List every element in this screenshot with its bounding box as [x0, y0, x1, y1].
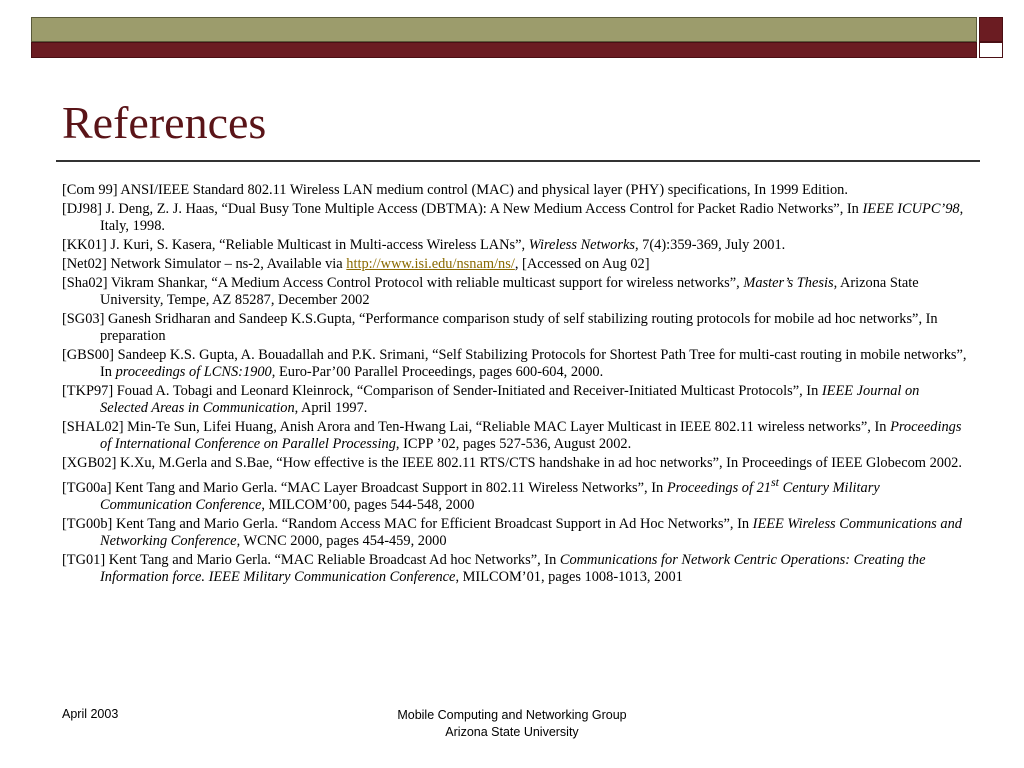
- reference-text: [KK01] J. Kuri, S. Kasera, “Reliable Multicast in Multi-access Wireless LANs”,: [62, 237, 529, 253]
- reference-text: , [Accessed on Aug 02]: [514, 256, 650, 272]
- footer-date: April 2003: [62, 707, 119, 721]
- reference-text: , Italy, 1998.: [100, 201, 964, 234]
- ordinal-suffix: st: [771, 475, 780, 489]
- reference-item: [62, 347, 968, 381]
- reference-text: , 7(4):359-369, July 2001.: [634, 237, 786, 253]
- reference-text: [SHAL02] Min-Te Sun, Lifei Huang, Anish Arora and Ten-Hwang Lai, “Reliable MAC Layer Multicast in IEEE 802.11 wireless networks”, In: [62, 419, 891, 435]
- corner-decor-square: [979, 17, 1003, 42]
- reference-text: , ICPP ’02, pages 527-536, August 2002.: [395, 436, 632, 452]
- slide-title: References: [62, 97, 267, 148]
- reference-venue: Proceedings of International Conference on Parallel Processing: [100, 419, 962, 452]
- reference-text: [TG00b] Kent Tang and Mario Gerla. “Random Access MAC for Efficient Broadcast Support in Ad Hoc Networks”, In: [62, 515, 753, 532]
- footer-org-line: Mobile Computing and Networking Group: [397, 708, 627, 722]
- reference-item: [62, 182, 968, 199]
- reference-venue: IEEE Journal on Selected Areas in Communication: [100, 383, 920, 416]
- footer-organization: [362, 707, 662, 741]
- reference-text: , Euro-Par’00 Parallel Proceedings, pages 600-604, 2000.: [271, 364, 604, 380]
- reference-venue-part: Century Military Communication Conference: [100, 479, 880, 513]
- reference-text: , WCNC 2000, pages 454-459, 2000: [236, 532, 447, 549]
- reference-venue: IEEE ICUPC’98: [862, 201, 960, 217]
- header-decor-band: [31, 42, 977, 58]
- footer-org-line: Arizona State University: [445, 725, 579, 739]
- reference-venue: IEEE Wireless Communications and Networking Conference: [100, 515, 962, 549]
- reference-text: , Arizona State University, Tempe, AZ 85287, December 2002: [100, 275, 919, 308]
- reference-text: [GBS00] Sandeep K.S. Gupta, A. Bouadallah and P.K. Srimani, “Self Stabilizing Protocols for Shortest Path Tree for multi-cast routing in mobile networks”, In: [62, 347, 967, 380]
- reference-venue: Master’s Thesis: [743, 275, 834, 291]
- reference-venue: proceedings of LCNS:1900: [115, 364, 272, 380]
- ns2-link[interactable]: http://www.isi.edu/nsnam/ns/: [346, 256, 515, 272]
- reference-text: [TG00a] Kent Tang and Mario Gerla. “MAC Layer Broadcast Support in 802.11 Wireless Networks”, In: [62, 479, 667, 496]
- reference-text: [SG03] Ganesh Sridharan and Sandeep K.S.Gupta, “Performance comparison study of self stabilizing routing protocols for mobile ad hoc networks”, In preparation: [62, 311, 938, 344]
- reference-text: [TG01] Kent Tang and Mario Gerla. “MAC Reliable Broadcast Ad hoc Networks”, In: [62, 551, 560, 568]
- reference-text: , MILCOM’00, pages 544-548, 2000: [261, 496, 475, 513]
- reference-item: [62, 311, 968, 345]
- reference-item: [62, 552, 968, 586]
- corner-decor-outline: [979, 42, 1003, 58]
- reference-text: [Sha02] Vikram Shankar, “A Medium Access Control Protocol with reliable multicast support for wireless networks”,: [62, 275, 744, 291]
- reference-text: [XGB02] K.Xu, M.Gerla and S.Bae, “How effective is the IEEE 802.11 RTS/CTS handshake in ad hoc networks”, In Proceedings of IEEE Globecom 2002.: [62, 455, 962, 471]
- reference-text: [Com 99] ANSI/IEEE Standard 802.11 Wireless LAN medium control (MAC) and physical layer (PHY) specifications, In 1999 Edition.: [62, 182, 848, 198]
- reference-list: [62, 182, 968, 588]
- reference-venue: Wireless Networks: [528, 237, 635, 253]
- reference-text: [TKP97] Fouad A. Tobagi and Leonard Kleinrock, “Comparison of Sender-Initiated and Receiver-Initiated Multicast Protocols”, In: [62, 383, 822, 399]
- header-decor-bar: [31, 17, 977, 42]
- reference-item: [62, 201, 968, 235]
- reference-text: , April 1997.: [294, 400, 368, 416]
- title-divider: [56, 160, 980, 162]
- reference-text: [Net02] Network Simulator – ns-2, Available via: [62, 256, 347, 272]
- reference-venue: Communications for Network Centric Operations: Creating the Information force. IEEE Military Communication Conference: [100, 551, 926, 585]
- reference-item: [62, 516, 968, 550]
- reference-item: [62, 419, 968, 453]
- reference-item: [62, 256, 968, 273]
- reference-item: [62, 474, 968, 514]
- reference-item: [62, 455, 968, 472]
- reference-text: [DJ98] J. Deng, Z. J. Haas, “Dual Busy Tone Multiple Access (DBTMA): A New Medium Access Control for Packet Radio Networks”, In: [62, 201, 863, 217]
- reference-item: [62, 237, 968, 254]
- reference-item: [62, 275, 968, 309]
- reference-venue-part: Proceedings of 21: [666, 479, 771, 496]
- reference-text: , MILCOM’01, pages 1008-1013, 2001: [455, 568, 683, 585]
- reference-item: [62, 383, 968, 417]
